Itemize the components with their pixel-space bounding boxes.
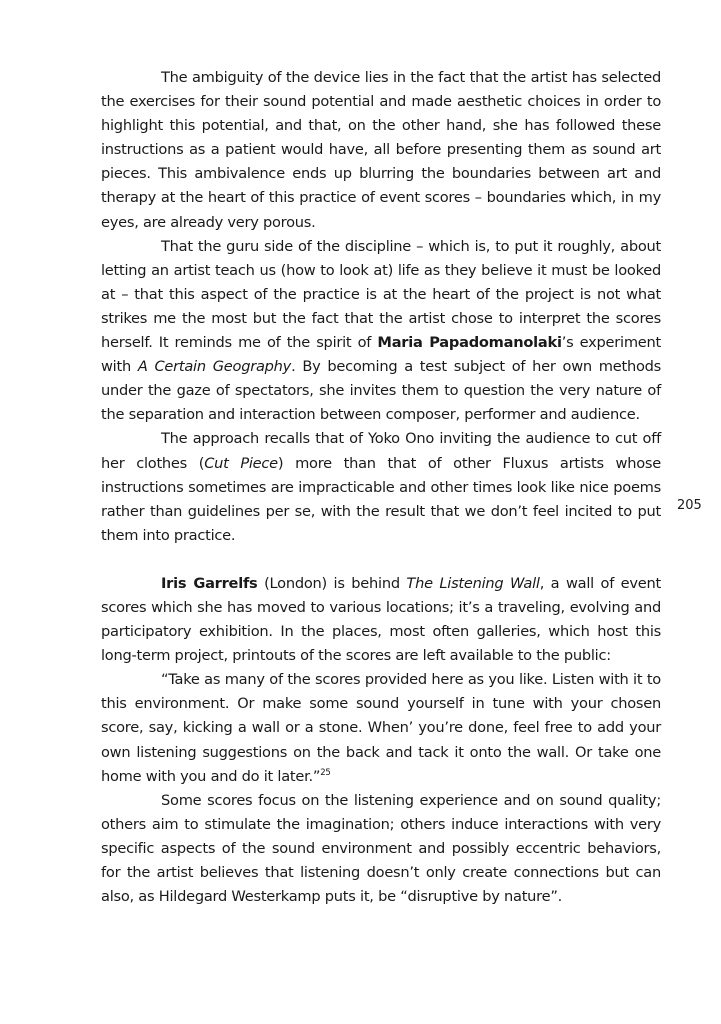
paragraph-text: Some scores focus on the listening experience and on sound quality; others aim to stimulate the imagination; others induce interactions with very specific aspects of the sound environment and possibly eccentric behaviors, for the artist believes that listening doesn’t only create connections but can also, as Hildegard Westerkamp puts it, be “disruptive by nature”. [101, 791, 661, 906]
paragraph-text: , a wall of event scores which she has moved to various locations; it’s a traveling, evolving and participatory exhibition. In the places, most often galleries, which host this long-term project, printouts of the scores are left available to the public: [101, 574, 661, 665]
artist-name: Maria Papadomanolaki [377, 334, 562, 352]
page-number: 205 [677, 498, 702, 513]
work-title: Cut Piece [204, 454, 278, 472]
footnote-marker: 25 [320, 767, 331, 778]
paragraph-text: That the guru side of the discipline – which is, to put it roughly, about letting an artist teach us (how to look at) life as they believe it must be looked at – that this aspect of the practice is at the heart of the project is not what strikes me the most but the fact that the artist chose to interpret the scores herself. It reminds me of the spirit of [101, 237, 661, 352]
paragraph-text: ) more than that of other Fluxus artists whose instructions sometimes are impracticable and other times look like nice poems rather than guidelines per se, with the result that we don’t feel incited to put them into practice. [101, 454, 661, 544]
paragraph-scores-focus [101, 789, 661, 909]
page-body [101, 66, 661, 909]
work-title: A Certain Geography [137, 358, 292, 376]
paragraph-text: (London) is behind [257, 574, 407, 592]
paragraph-text: . By becoming a test subject of her own methods under the gaze of spectators, she invites them to question the very nature of the separation and interaction between composer, performer and audience. [101, 358, 661, 424]
paragraph-ambiguity [101, 66, 661, 235]
paragraph-text: The ambiguity of the device lies in the fact that the artist has selected the exercises for their sound potential and made aesthetic choices in order to highlight this potential, and that, on the other hand, she has followed these instructions as a patient would have, all before presenting them as sound art pieces. This ambivalence ends up blurring the boundaries between art and therapy at the heart of this practice of event scores – boundaries which, in my eyes, are already very porous. [101, 69, 661, 231]
paragraph-text: ’s experiment with [101, 334, 661, 376]
paragraph-quote [101, 668, 661, 788]
artist-name: Iris Garrelfs [161, 574, 258, 592]
paragraph-guru-side [101, 235, 661, 428]
quote-text: “Take as many of the scores provided here as you like. Listen with it to this environment. Or make some sound yourself in tune with your chosen score, say, kicking a wall or a stone. When’ you’re done, feel free to add your own listening suggestions on the back and tack it onto the wall. Or take one home with you and do it later.” [101, 671, 661, 785]
work-title: The Listening Wall [406, 574, 540, 592]
paragraph-text: The approach recalls that of Yoko Ono inviting the audience to cut off her clothes ( [101, 430, 661, 472]
paragraph-yoko-ono [101, 427, 661, 547]
paragraph-listening-wall [101, 572, 661, 668]
